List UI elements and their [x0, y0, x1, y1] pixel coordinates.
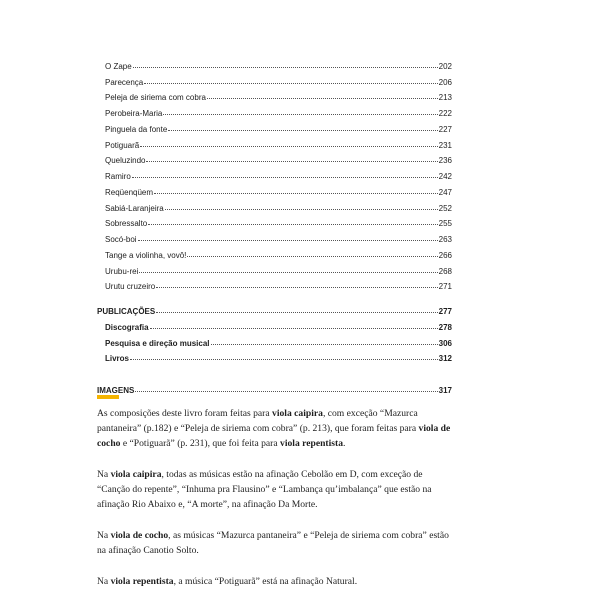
note-text: .: [343, 438, 346, 449]
toc-entry: [105, 118, 452, 134]
dot-leader: [168, 130, 437, 131]
toc-subentry: [105, 332, 452, 348]
toc-section-page: 277: [438, 307, 452, 316]
dot-leader: [156, 287, 437, 288]
note-emphasis: viola de cocho: [97, 423, 451, 449]
toc-entry-title: Tange a violinha, vovô!: [105, 250, 187, 260]
table-of-contents: [97, 55, 452, 395]
toc-entry: [105, 134, 452, 150]
toc-entry: [105, 181, 452, 197]
dot-leader: [132, 177, 438, 178]
dot-leader: [154, 193, 438, 194]
toc-subentry-page: 312: [438, 354, 452, 364]
note-text: , as músicas “Mazurca pantaneira” e “Peleja de siriema com cobra” estão na afinação Canotio Solto.: [97, 530, 449, 556]
toc-entry-title: Urubu-rei: [105, 266, 139, 276]
toc-entry-title: Ramiro: [105, 172, 131, 181]
dot-leader: [146, 161, 437, 162]
note-paragraph: [97, 406, 457, 451]
toc-entry: [105, 102, 452, 118]
toc-entry: [105, 197, 452, 213]
dot-leader: [150, 328, 438, 329]
toc-entry: [105, 228, 452, 244]
dot-leader: [138, 240, 438, 241]
toc-entry-title: Peleja de siriema com cobra: [105, 93, 206, 103]
note-text: As composições deste livro foram feitas para: [97, 408, 273, 419]
dot-leader: [140, 146, 437, 147]
toc-entry-page: 236: [438, 156, 452, 166]
toc-entry-page: 222: [438, 109, 452, 118]
toc-entry-page: 227: [438, 124, 452, 134]
toc-entry-page: 242: [438, 172, 452, 181]
dot-leader: [211, 344, 438, 345]
toc-entry: [105, 165, 452, 181]
toc-entry-title: Urutu cruzeiro: [105, 282, 156, 292]
toc-entry-title: Sabiá-Laranjeira: [105, 203, 164, 213]
dot-leader: [139, 272, 437, 273]
toc-section-imagens: [97, 379, 452, 395]
toc-entry-page: 271: [438, 282, 452, 292]
note-text: Na: [97, 576, 111, 587]
spacer: [105, 291, 452, 300]
toc-subentry-page: 278: [438, 322, 452, 332]
toc-entry-page: 252: [438, 203, 452, 213]
accent-rule: [97, 395, 119, 399]
note-text: , todas as músicas estão na afinação Cebolão em D, com exceção de “Canção do repente”, “Inhuma pra Flausino” e “Lambança qu’imbalança” que estão na afinação Rio Abaixo e, “A morte”, na afinação Da Morte.: [97, 469, 432, 510]
dot-leader: [163, 114, 437, 115]
dot-leader: [130, 359, 438, 360]
toc-section-page: 317: [438, 386, 452, 395]
toc-entry-page: 255: [438, 219, 452, 229]
note-emphasis: viola repentista: [280, 438, 343, 449]
dot-leader: [187, 256, 437, 257]
note-paragraph: [97, 467, 457, 512]
toc-entry: [105, 71, 452, 87]
dot-leader: [148, 224, 437, 225]
toc-entry: [105, 55, 452, 71]
dot-leader: [135, 391, 437, 392]
tuning-notes: [97, 406, 457, 605]
toc-subentry: [105, 316, 452, 332]
spacer: [105, 363, 452, 379]
toc-entry-page: 247: [438, 187, 452, 197]
toc-entry-title: Sobressalto: [105, 219, 148, 229]
toc-entry: [105, 244, 452, 260]
toc-entry-page: 231: [438, 140, 452, 150]
note-paragraph: [97, 574, 457, 589]
toc-entry-title: Reqüenqüem: [105, 187, 154, 197]
toc-subentry-page: 306: [438, 338, 452, 348]
note-text: Na: [97, 530, 111, 541]
toc-entry-page: 202: [438, 61, 452, 71]
toc-entry-page: 266: [438, 250, 452, 260]
toc-subentry: [105, 348, 452, 364]
toc-subentry-title: Pesquisa e direção musical: [105, 338, 210, 348]
dot-leader: [165, 209, 438, 210]
note-text: e “Potiguarã” (p. 231), que foi feita para: [120, 438, 281, 449]
toc-section-publicacoes: [97, 300, 452, 316]
note-text: , a música “Potiguarã” está na afinação Natural.: [173, 576, 358, 587]
toc-entry: [105, 213, 452, 229]
toc-entry-title: Potiguarã: [105, 140, 140, 150]
toc-entry-title: Parecença: [105, 77, 144, 87]
toc-subentry-title: Discografia: [105, 322, 149, 332]
dot-leader: [156, 312, 437, 313]
note-emphasis: viola caipira: [110, 469, 162, 480]
toc-entry: [105, 87, 452, 103]
toc-entry-title: Pinguela da fonte: [105, 124, 168, 134]
toc-entry-title: Queluzindo: [105, 156, 146, 166]
note-emphasis: viola repentista: [110, 576, 174, 587]
note-text: Na: [97, 469, 111, 480]
toc-entry: [105, 260, 452, 276]
dot-leader: [207, 98, 438, 99]
toc-entry-title: O Zape: [105, 61, 132, 71]
toc-entry-title: Perobeira-Maria: [105, 109, 163, 118]
toc-entry-page: 213: [438, 93, 452, 103]
toc-entry-page: 268: [438, 266, 452, 276]
toc-entry-page: 206: [438, 77, 452, 87]
note-paragraph: [97, 528, 457, 558]
toc-section-title: PUBLICAÇÕES: [97, 307, 156, 316]
toc-entry: [105, 276, 452, 292]
dot-leader: [133, 67, 438, 68]
dot-leader: [144, 83, 437, 84]
toc-entry: [105, 150, 452, 166]
note-emphasis: viola de cocho: [110, 530, 169, 541]
toc-entry-title: Socó-boi: [105, 235, 137, 244]
toc-subentry-title: Livros: [105, 354, 130, 364]
song-list: [105, 55, 452, 291]
toc-section-title: IMAGENS: [97, 386, 135, 395]
note-emphasis: viola caipira: [272, 408, 323, 419]
note-text: , com exceção “Mazurca pantaneira” (p.182) e “Peleja de siriema com cobra” (p. 213), que foram feitas para: [97, 408, 419, 434]
toc-entry-page: 263: [438, 235, 452, 244]
